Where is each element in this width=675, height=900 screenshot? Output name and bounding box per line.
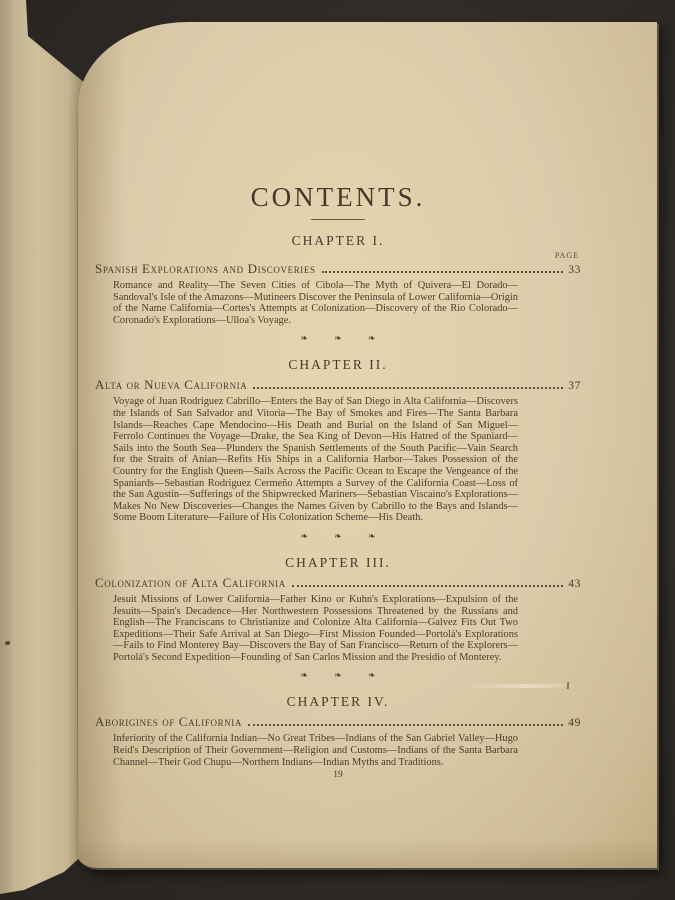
toc-entry-3 [95,575,581,591]
folio-page-number: 19 [333,770,343,781]
chapter-section-2 [95,357,581,524]
chapter-summary-3: Jesuit Missions of Lower California—Father Kino or Kuhn's Explorations—Expulsion of the Jesuits—Spain's Decadence—Her Northwestern Possessions Threatened by the Russians and English—The Franciscans to Christianize and Colonize Alta California—Galvez Fits Out Two Expeditions—Their Safe Arrival at San Diego—First Mission Founded—Portolá's Explorations—Fails to Find Monterey Bay—Discovers the Bay of San Francisco—Return of the Explorers—Portolá's Second Expedition—Founding of San Carlos Mission and the Presidio of Monterey. [113,593,518,663]
book-page-stack-edge [0,0,86,900]
toc-entry-page-number-2: 37 [568,380,581,393]
toc-entry-1 [95,261,581,277]
dotted-leader-3 [292,585,563,587]
toc-entry-2 [95,377,581,393]
chapter-heading-2: CHAPTER II. [288,357,388,373]
chapter-section-3 [95,555,581,664]
contents-text-block [95,22,581,780]
chapter-heading-3: CHAPTER III. [285,554,391,570]
dotted-leader-1 [322,271,564,273]
fleuron-ornament-1: ❧ ❧ ❧ [300,333,388,344]
chapter-summary-2: Voyage of Juan Rodriguez Cabrillo—Enters the Bay of San Diego in Alta California—Discovers the Islands of San Salvador and Vitoria—The Bay of Smokes and Fires—The Santa Barbara Islands—Reaches Cape Mendocino—His Death and Burial on the Island of San Miguel—Ferrolo Continues the Voyage—Drake, the Sea King of Devon—His Hatred of the Spaniard—Sails into the South Sea—Plunders the Spanish Settlements of the South Pacific—Vain Search for the Straits of Anian—Refits His Ships in a California Harbor—Takes Possession of the Country for the English Queen—Sails Across the Pacific Ocean to Escape the Vengeance of the Spaniards—Sebastian Rodriguez Cermeño Attempts a Survey of the California Coast—Loss of the San Agustin—Sufferings of the Shipwrecked Mariners—Sebastian Viscaino's Explorations—Makes No New Discoveries—Changes the Names Given by Cabrillo to the Bays and Islands—Some Boom Literature—Failure of His Colonization Scheme—His Death. [113,396,518,524]
toc-entry-page-number-1: 33 [568,264,581,276]
chapter-summary-1: Romance and Reality—The Seven Cities of Cibola—The Myth of Quivera—El Dorado—Sandoval's Isle of the Amazons—Mutineers Discover the Peninsula of Lower California—Origin of the Name California—Cortes's Attempts at Colonization—Discovery of the Rio Colorado—Coronado's Explorations—Ulloa's Voyage. [113,280,518,326]
dotted-leader-4 [248,724,563,726]
toc-entry-4 [95,714,581,730]
book-page [78,22,657,868]
title-rule [311,219,365,220]
chapter-summary-4: Inferiority of the California Indian—No Great Tribes—Indians of the San Gabriel Valley—Hugo Reid's Description of Their Government—Religion and Customs—Indians of the Santa Barbara Channel—Their God Chupu—Northern Indians—Indian Myths and Traditions. [113,733,518,768]
paper-fleck [5,641,10,645]
page-column-label: PAGE [554,251,579,260]
toc-entry-page-number-3: 43 [568,577,581,590]
toc-entry-page-number-4: 49 [568,717,581,730]
chapter-heading-1: CHAPTER I. [291,233,385,248]
dotted-leader-2 [253,387,563,389]
toc-entry-title-3: Colonization of Alta California [95,574,286,590]
fleuron-ornament-3: ❧ ❧ ❧ [300,670,388,681]
toc-entry-title-1: Spanish Explorations and Discoveries [95,261,316,276]
toc-entry-title-4: Aborigines of California [95,714,242,730]
chapter-section-4 [95,694,581,768]
chapter-section-1 [95,233,581,326]
fleuron-ornament-2: ❧ ❧ ❧ [300,530,388,541]
page-title: CONTENTS. [250,182,426,212]
toc-entry-title-2: Alta or Nueva California [95,377,248,393]
chapter-heading-4: CHAPTER IV. [286,694,390,710]
